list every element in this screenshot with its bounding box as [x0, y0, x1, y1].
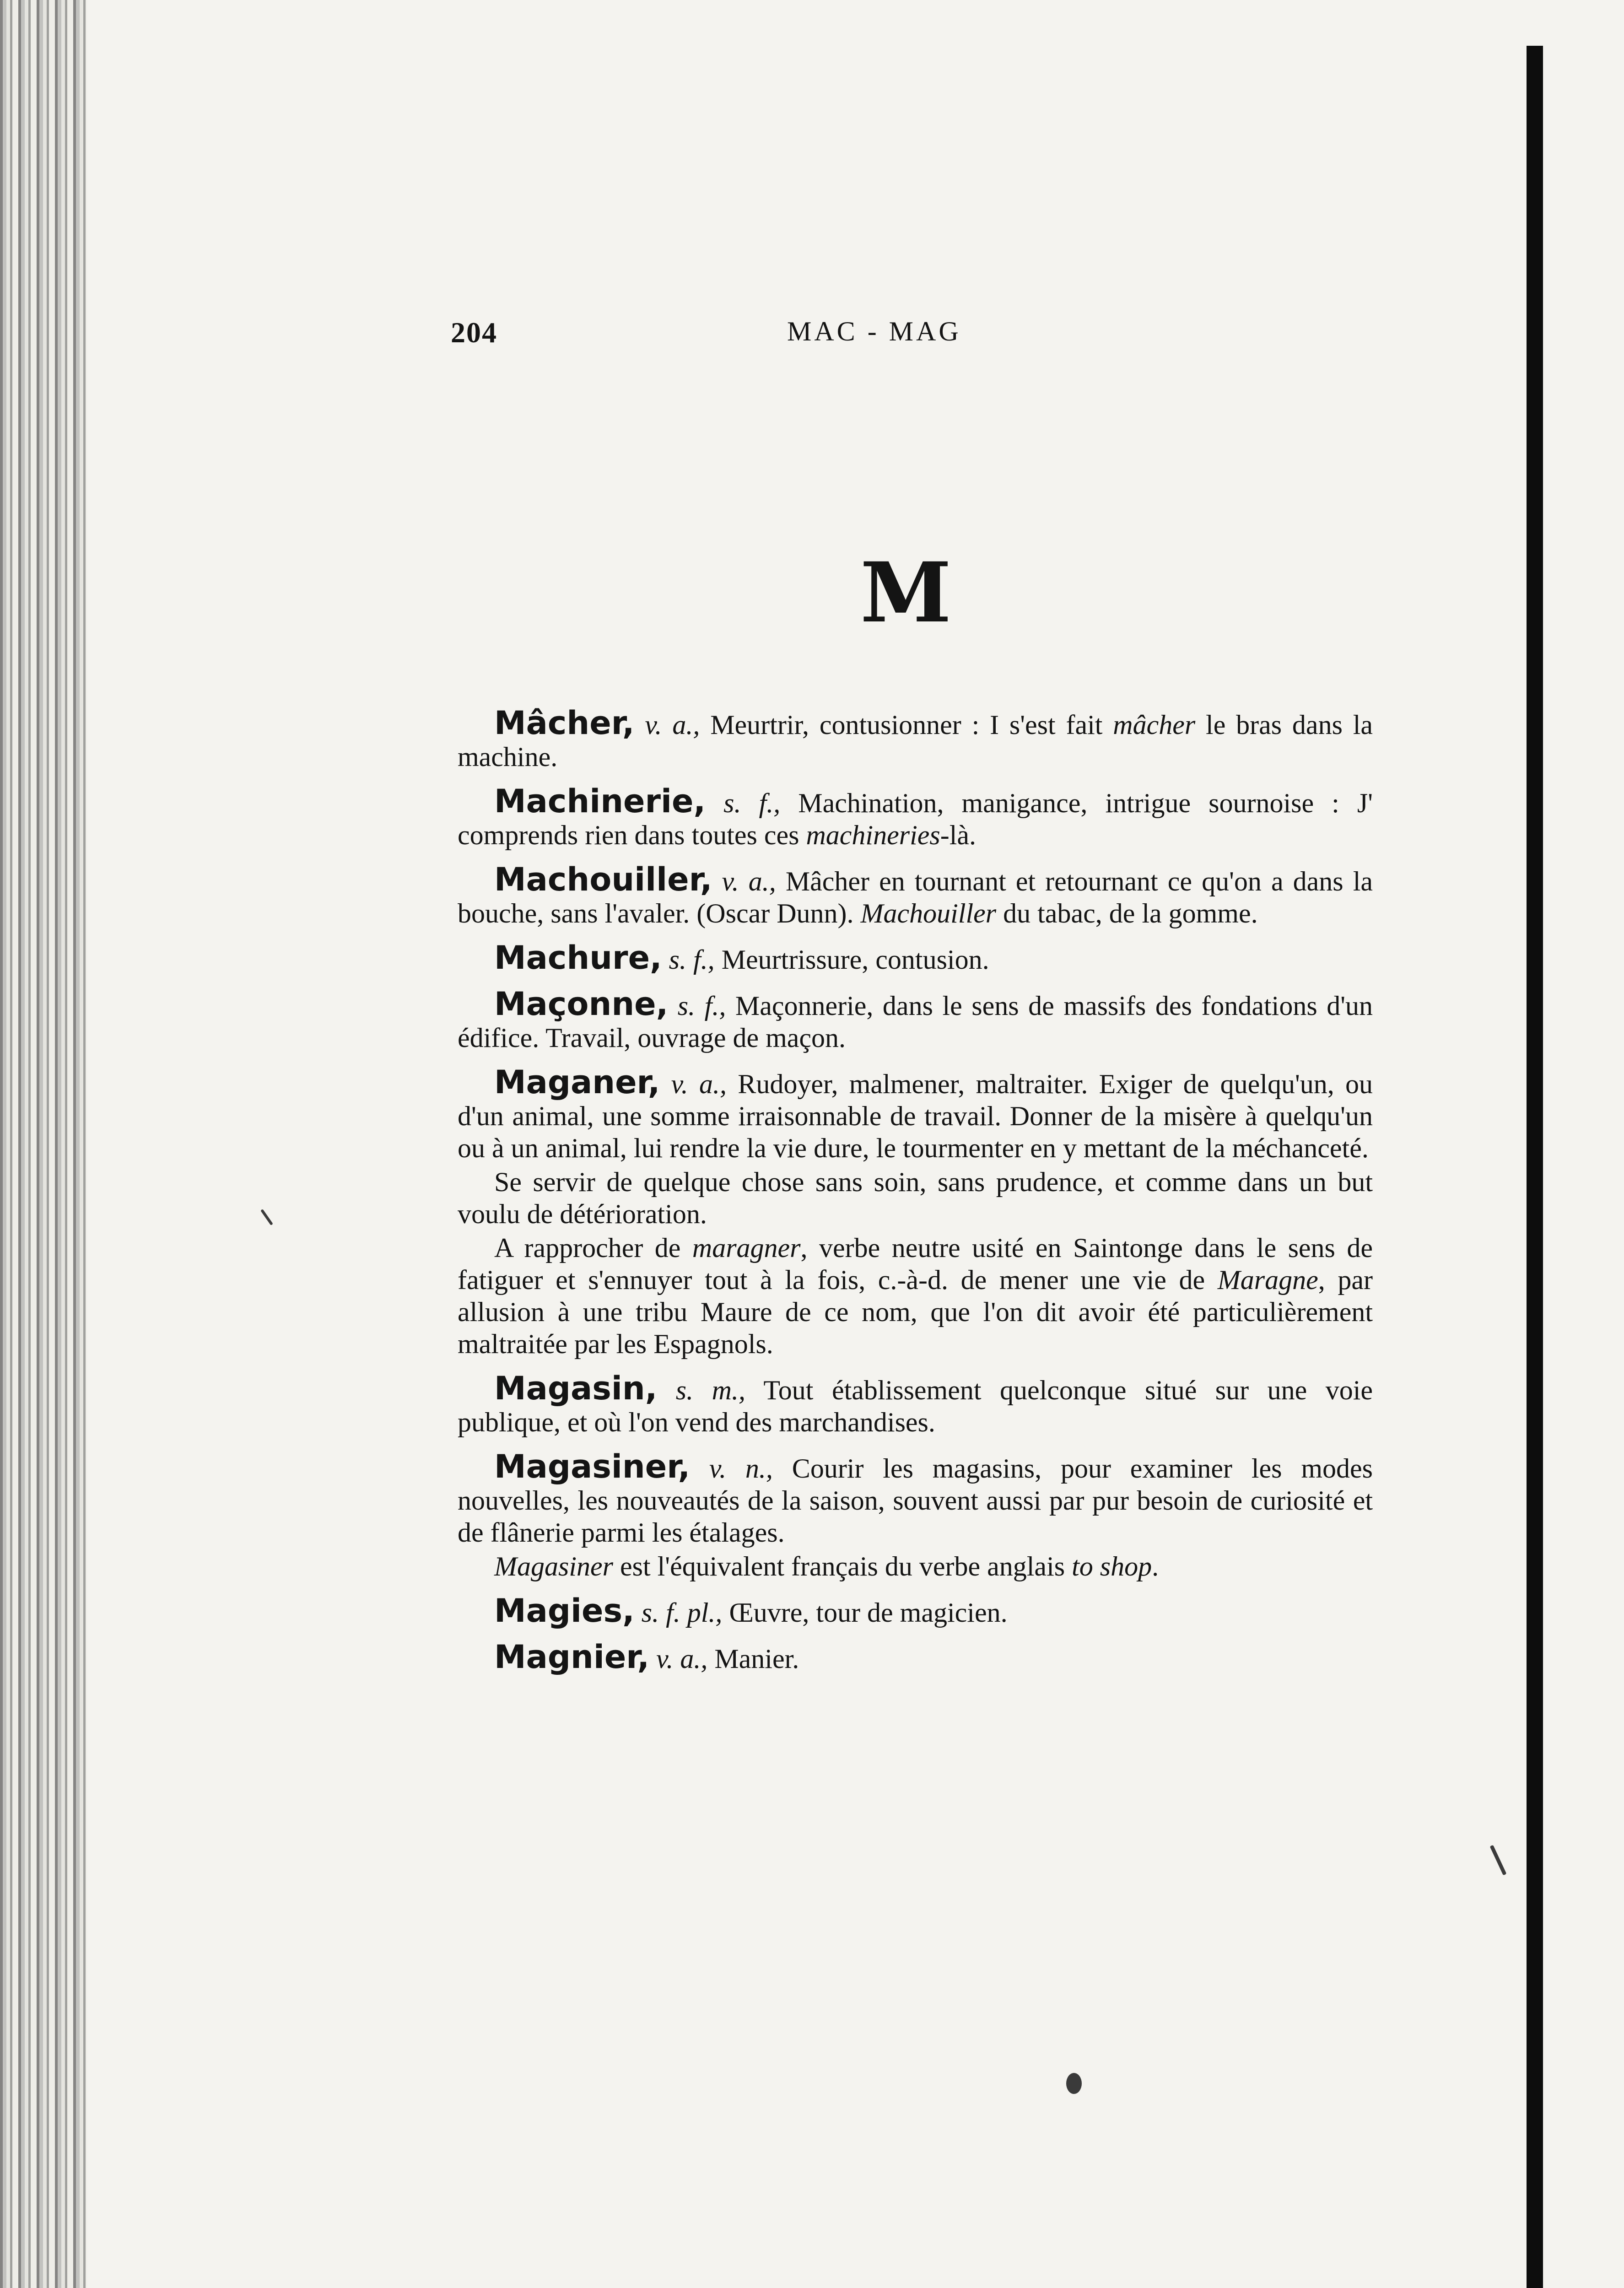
dictionary-entry — [458, 1063, 1373, 1360]
headword: Magies, — [494, 1592, 635, 1630]
running-title: MAC - MAG — [787, 316, 961, 346]
entry-definition: Mâcher, v. a., Meurtrir, contusionner : I s'est fait mâcher le bras dans la machine. — [458, 704, 1373, 772]
entry-definition: Maçonne, s. f., Maçonnerie, dans le sens de massifs des fondations d'un édifice. Travail, ouvrage de maçon. — [458, 985, 1373, 1053]
part-of-speech: s. f., — [723, 788, 781, 818]
dictionary-entry — [458, 1638, 1373, 1676]
entry-note: Magasiner est l'équivalent français du verbe anglais to shop. — [494, 1551, 1159, 1581]
dictionary-entry — [458, 1372, 1373, 1438]
part-of-speech: s. f. pl., — [641, 1597, 723, 1628]
dictionary-entry — [458, 985, 1373, 1054]
entry-definition: Machure, s. f., Meurtrissure, contusion. — [494, 939, 989, 977]
italic-term: mâcher — [1113, 710, 1196, 740]
italic-term: Maragne — [1217, 1265, 1318, 1295]
entry-note: A rapprocher de maragner, verbe neutre usité en Saintonge dans le sens de fatiguer et s'ennuyer tout à la fois, c.-à-d. de mener une vie de Maragne, par allusion à une tribu Maure de ce nom, que l'on dit avoir été particulièrement maltraitée par les Espagnols. — [458, 1233, 1373, 1359]
headword: Magnier, — [494, 1638, 650, 1676]
part-of-speech: v. a., — [656, 1644, 708, 1674]
part-of-speech: v. a., — [671, 1069, 727, 1099]
headword: Machinerie, — [494, 782, 706, 820]
dictionary-entry — [458, 704, 1373, 773]
italic-term: Machouiller — [860, 898, 997, 928]
headword: Magasiner, — [494, 1448, 691, 1485]
scan-speck — [260, 1209, 273, 1225]
headword: Magasin, — [494, 1370, 658, 1407]
part-of-speech: v. n., — [709, 1453, 773, 1484]
dictionary-entry — [458, 782, 1373, 851]
page-edge-shadow — [1527, 46, 1543, 2288]
part-of-speech: v. a., — [645, 710, 700, 740]
entry-definition: Magies, s. f. pl., Œuvre, tour de magicien. — [494, 1592, 1008, 1630]
part-of-speech: s. f., — [677, 991, 726, 1021]
entry-definition: Machinerie, s. f., Machination, manigance, intrigue sournoise : J' comprends rien dans toutes ces machineries-là. — [458, 782, 1373, 850]
headword: Mâcher, — [494, 704, 635, 742]
dictionary-entry — [458, 1592, 1373, 1630]
part-of-speech: s. f., — [669, 944, 715, 975]
italic-term: maragner — [692, 1233, 801, 1263]
entry-note: Se servir de quelque chose sans soin, sans prudence, et comme dans un but voulu de détérioration. — [458, 1167, 1373, 1229]
italic-term: machineries — [806, 820, 940, 850]
entry-definition: Magnier, v. a., Manier. — [494, 1638, 799, 1676]
headword: Machouiller, — [494, 861, 712, 898]
part-of-speech: v. a., — [722, 866, 776, 896]
headword: Machure, — [494, 939, 662, 977]
entry-definition: Maganer, v. a., Rudoyer, malmener, maltraiter. Exiger de quelqu'un, ou d'un animal, une somme irraisonnable de travail. Donner de la misère à quelqu'un ou à un animal, lui rendre la vie dure, le tourmenter en y mettant de la méchanceté. — [458, 1063, 1373, 1163]
dictionary-entry — [458, 863, 1373, 929]
dictionary-entry — [458, 1448, 1373, 1582]
page-number: 204 — [451, 316, 497, 349]
italic-term: Magasiner — [494, 1551, 613, 1581]
headword: Maçonne, — [494, 985, 669, 1023]
entry-definition: Magasin, s. m., Tout établissement quelconque situé sur une voie publique, et où l'on vend des marchandises. — [458, 1370, 1373, 1437]
italic-term: to shop — [1072, 1551, 1152, 1581]
dictionary-entry — [458, 939, 1373, 977]
scan-speck — [1490, 1845, 1507, 1876]
running-header — [0, 316, 1624, 357]
part-of-speech: s. m., — [675, 1375, 745, 1405]
entry-definition: Machouiller, v. a., Mâcher en tournant et retournant ce qu'on a dans la bouche, sans l'avaler. (Oscar Dunn). Machouiller du tabac, de la gomme. — [458, 861, 1373, 928]
dictionary-entries — [458, 704, 1373, 1687]
headword: Maganer, — [494, 1063, 660, 1101]
scan-speck — [1066, 2073, 1082, 2094]
section-letter: M — [860, 545, 952, 641]
entry-definition: Magasiner, v. n., Courir les magasins, pour examiner les modes nouvelles, les nouveautés de la saison, souvent aussi par pur besoin de curiosité et de flânerie parmi les étalages. — [458, 1448, 1373, 1548]
